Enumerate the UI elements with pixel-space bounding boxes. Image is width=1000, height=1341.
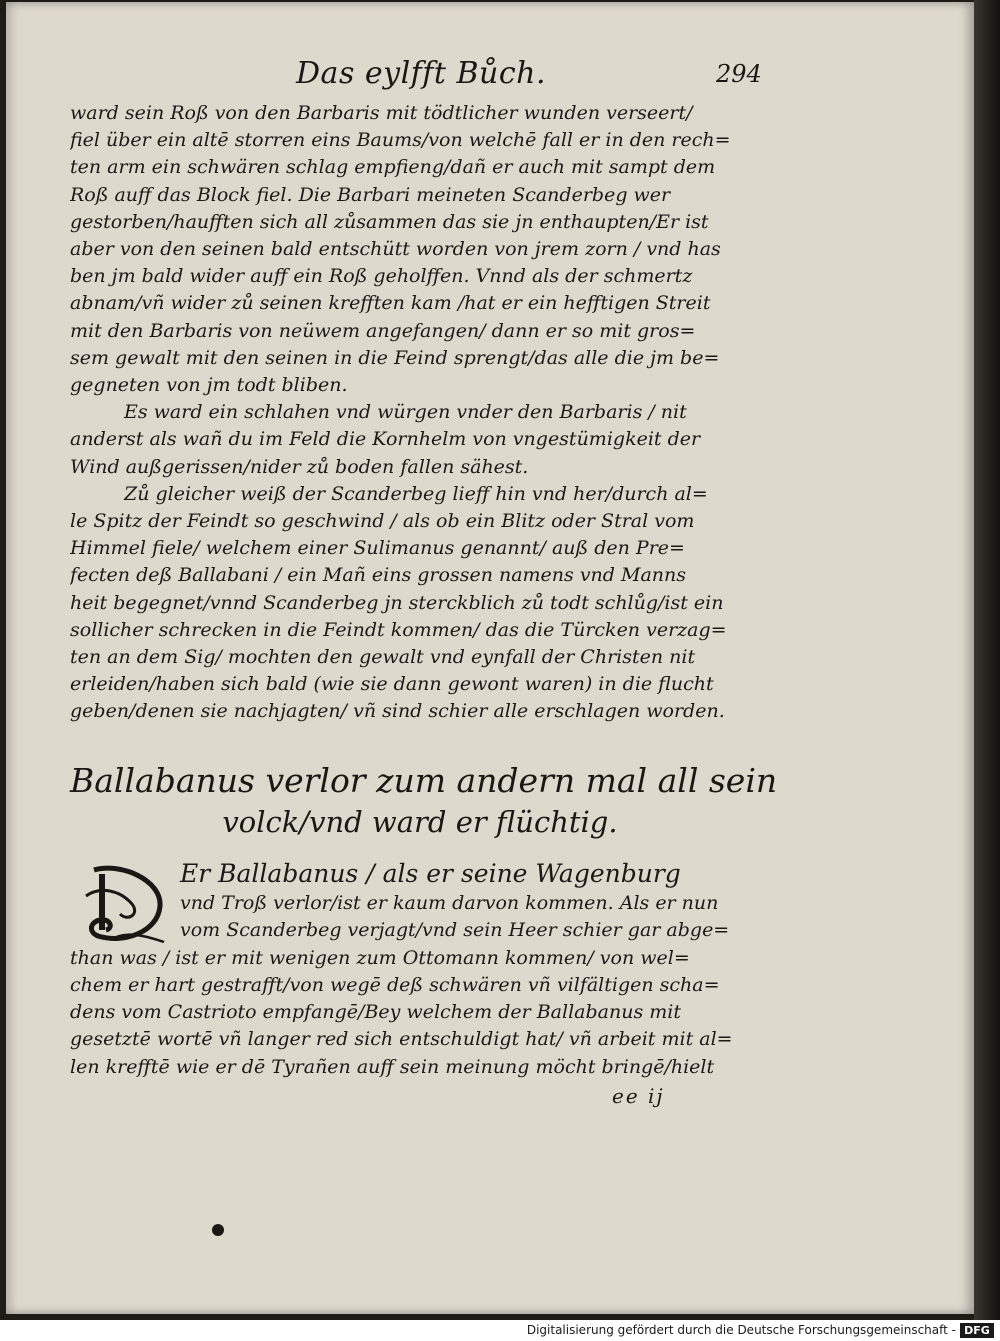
section-line: len krefftē wie er dē Tyrañen auff sein meinung möcht bringē/hielt bbox=[70, 1055, 715, 1078]
footer-bar bbox=[0, 1320, 1000, 1341]
page-number: 294 bbox=[716, 60, 762, 88]
section-line: chem er hart gestrafft/von wegē deß schwären vñ vilfältigen scha= bbox=[70, 973, 720, 996]
section-line: dens vom Castrioto empfangē/Bey welchem der Ballabanus mit bbox=[70, 1001, 681, 1024]
body-line: sollicher schrecken in die Feindt kommen/ das die Türcken verzag= bbox=[70, 618, 727, 641]
body-line: fecten deß Ballabani / ein Mañ eins grossen namens vnd Manns bbox=[70, 564, 687, 587]
page-header bbox=[6, 56, 974, 96]
body-line: Es ward ein schlahen vnd würgen vnder den Barbaris / nit bbox=[124, 401, 687, 424]
body-line: abnam/vñ wider zů seinen krefften kam /hat er ein hefftigen Streit bbox=[70, 292, 711, 315]
body-line: Zů gleicher weiß der Scanderbeg lieff hin vnd her/durch al= bbox=[124, 482, 708, 505]
body-text bbox=[70, 100, 770, 726]
body-line: gestorben/haufften sich all zůsammen das sie jn enthaupten/Er ist bbox=[70, 210, 709, 233]
body-line: mit den Barbaris von neüwem angefangen/ dann er so mit gros= bbox=[70, 319, 696, 342]
body-line: Wind außgerissen/nider zů boden fallen sähest. bbox=[70, 455, 529, 478]
body-line: aber von den seinen bald entschütt worden von jrem zorn / vnd has bbox=[70, 238, 721, 261]
section-paragraph bbox=[70, 858, 772, 1081]
heading-line-1: Ballabanus verlor zum andern mal all sein bbox=[70, 761, 778, 800]
body-line: Roß auff das Block fiel. Die Barbari meineten Scanderbeg wer bbox=[70, 183, 671, 206]
section-line: vom Scanderbeg verjagt/vnd sein Heer schier gar abge= bbox=[180, 919, 730, 942]
running-title: Das eylfft Bůch. bbox=[296, 56, 546, 91]
body-line: anderst als wañ du im Feld die Kornhelm von vngestümigkeit der bbox=[70, 428, 701, 451]
body-line: fiel über ein altē storren eins Baums/von welchē fall er in den rech= bbox=[70, 129, 731, 152]
section-line: vnd Troß verlor/ist er kaum darvon kommen. Als er nun bbox=[180, 892, 719, 914]
body-line: ben jm bald wider auff ein Roß geholffen. Vnnd als der schmertz bbox=[70, 265, 693, 288]
body-line: Himmel fiele/ welchem einer Sulimanus genannt/ auß den Pre= bbox=[70, 537, 685, 560]
body-line: ten arm ein schwären schlag empfieng/dañ er auch mit sampt dem bbox=[70, 156, 716, 179]
body-line: geben/denen sie nachjagten/ vñ sind schier alle erschlagen worden. bbox=[70, 700, 725, 723]
section-first-line: Er Ballabanus / als er seine Wagenburg bbox=[180, 859, 681, 888]
page-edge-shadow bbox=[974, 0, 1000, 1320]
signature-mark: ee ij bbox=[612, 1084, 665, 1108]
body-line: sem gewalt mit den seinen in die Feind sprengt/das alle die jm be= bbox=[70, 346, 720, 369]
body-line: ten an dem Sig/ mochten den gewalt vnd eynfall der Christen nit bbox=[70, 646, 696, 669]
section-line: than was / ist er mit wenigen zum Ottomann kommen/ von wel= bbox=[70, 946, 690, 969]
ink-blot bbox=[212, 1224, 224, 1236]
funding-credit: Digitalisierung gefördert durch die Deutsche Forschungsgemeinschaft - bbox=[526, 1323, 956, 1337]
section-line: gesetztē wortē vñ langer red sich entschuldigt hat/ vñ arbeit mit al= bbox=[70, 1028, 733, 1051]
body-line: ward sein Roß von den Barbaris mit tödtlicher wunden verseert/ bbox=[70, 102, 693, 124]
heading-line-2: volck/vnd ward er flüchtig. bbox=[222, 805, 618, 839]
body-line: erleiden/haben sich bald (wie sie dann gewont waren) in die flucht bbox=[70, 673, 714, 696]
body-line: le Spitz der Feindt so geschwind / als ob ein Blitz oder Stral vom bbox=[70, 510, 695, 533]
dfg-logo: DFG bbox=[960, 1323, 994, 1338]
body-line: heit begegnet/vnnd Scanderbeg jn sterckblich zů todt schlůg/ist ein bbox=[70, 591, 724, 614]
body-line: gegneten von jm todt bliben. bbox=[70, 374, 348, 397]
section-heading bbox=[70, 760, 778, 842]
book-page bbox=[6, 2, 974, 1314]
